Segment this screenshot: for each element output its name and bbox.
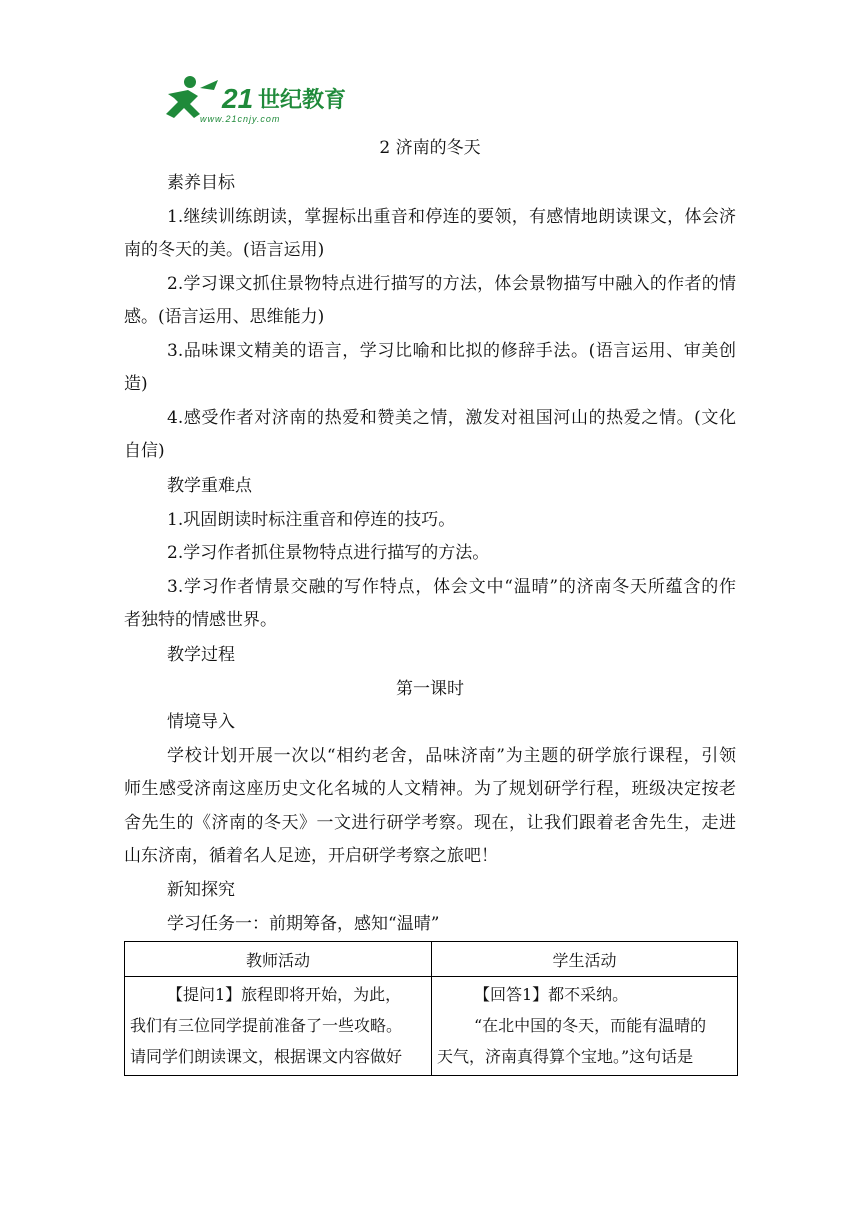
goal-line: 造) — [124, 374, 148, 394]
cell-line: 我们有三位同学提前准备了一些攻略。 — [130, 1016, 403, 1035]
task-heading: 学习任务一：前期筹备，感知“温晴” — [167, 914, 440, 934]
goal-line: 2.学习课文抓住景物特点进行描写的方法，体会景物描写中融入的作者的情 — [167, 274, 736, 294]
intro-line: 舍先生的《济南的冬天》一文进行研学考察。现在，让我们跟着老舍先生，走进 — [124, 813, 736, 833]
table-row — [125, 977, 738, 1076]
intro-line: 山东济南，循着名人足迹，开启研学考察之旅吧！ — [124, 846, 498, 866]
intro-line: 师生感受济南这座历史文化名城的人文精神。为了规划研学行程，班级决定按老 — [124, 779, 736, 799]
section-heading-intro: 情境导入 — [167, 712, 235, 732]
goal-line: 3.品味课文精美的语言，学习比喻和比拟的修辞手法。(语言运用、审美创 — [167, 341, 736, 361]
lesson-title: 第一课时 — [396, 679, 464, 699]
keypoint-line: 1.巩固朗读时标注重音和停连的技巧。 — [167, 510, 456, 530]
goal-line: 4.感受作者对济南的热爱和赞美之情，激发对祖国河山的热爱之情。(文化 — [167, 408, 736, 428]
cell-line: 天气，济南真得算个宝地。”这句话是 — [437, 1047, 694, 1066]
logo-site-url: www.21cnjy.com — [200, 114, 281, 124]
cell-line: 【提问1】旅程即将开始，为此， — [167, 985, 402, 1004]
intro-line: 学校计划开展一次以“相约老舍，品味济南”为主题的研学旅行课程，引领 — [167, 746, 736, 766]
section-heading-keypoints: 教学重难点 — [167, 476, 252, 496]
activity-table — [124, 941, 738, 1076]
goal-line: 感。(语言运用、思维能力) — [124, 307, 325, 327]
table-header-row — [125, 942, 738, 977]
section-heading-explore: 新知探究 — [167, 880, 235, 900]
logo — [160, 74, 370, 128]
goal-line: 南的冬天的美。(语言运用) — [124, 240, 325, 260]
teacher-activity-cell — [125, 977, 432, 1076]
section-heading-goals: 素养目标 — [167, 173, 235, 193]
cell-line: 【回答1】都不采纳。 — [474, 985, 629, 1004]
goal-line: 1.继续训练朗读，掌握标出重音和停连的要领，有感情地朗读课文，体会济 — [167, 207, 736, 227]
keypoint-line: 2.学习作者抓住景物特点进行描写的方法。 — [167, 543, 490, 563]
svg-text:世纪教育: 世纪教育 — [258, 88, 347, 113]
table-header-student: 学生活动 — [432, 942, 738, 977]
table-header-teacher: 教师活动 — [125, 942, 432, 977]
section-heading-process: 教学过程 — [167, 645, 235, 665]
cell-line: 请同学们朗读课文，根据课文内容做好 — [130, 1047, 403, 1066]
keypoint-line: 3.学习作者情景交融的写作特点，体会文中“温晴”的济南冬天所蕴含的作 — [167, 577, 736, 597]
cell-line: “在北中国的冬天，而能有温晴的 — [474, 1016, 707, 1035]
page-title: 2 济南的冬天 — [379, 138, 481, 158]
svg-text:21: 21 — [222, 83, 254, 114]
student-activity-cell — [432, 977, 738, 1076]
goal-line: 自信) — [124, 441, 165, 461]
keypoint-line: 者独特的情感世界。 — [124, 610, 277, 630]
